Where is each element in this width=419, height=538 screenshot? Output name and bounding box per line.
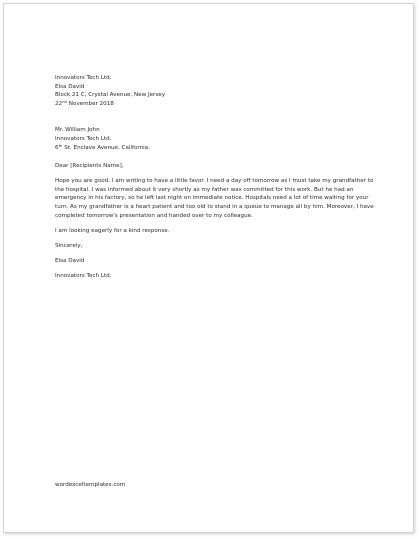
letter-content bbox=[55, 74, 375, 281]
date-suffix: nd bbox=[62, 98, 67, 104]
date-day: 22 bbox=[55, 100, 63, 107]
sender-company: Innovators Tech Ltd. bbox=[55, 75, 112, 81]
letter-date bbox=[55, 100, 375, 109]
footer-website: wordexceltemplates.com bbox=[55, 482, 126, 488]
address-rest: St. Enclave Avenue, California. bbox=[62, 144, 150, 151]
recipient-name: Mr. William John bbox=[55, 127, 100, 134]
letter-body: Hope you are good. I am writing to have a little favor. I need a day off tomorrow as I must take my grandfather to the hospital. I was informed about it very shortly as my father was committed for this work. But he had an emergency in his factory, so he left last night on immediate notice. Hospitals need a lot of time waiting for your turn. As my grandfather is a heart patient and too old to stand in a queue to manage all by him. Moreover, I have completed tomorrow's presentation and handed over to my colleague. bbox=[55, 178, 374, 219]
salutation: Dear [Recipients Name], bbox=[55, 163, 124, 170]
signer-name: Elsa David bbox=[55, 257, 85, 264]
recipient-address bbox=[55, 144, 375, 153]
sender-address: Block 21 C, Crystal Avenue, New Jersey bbox=[55, 92, 166, 99]
closing-line: I am looking eagerly for a kind response. bbox=[55, 227, 170, 234]
recipient-company: Innovators Tech Ltd. bbox=[55, 135, 112, 142]
address-number: 6 bbox=[55, 144, 59, 151]
document-page bbox=[3, 3, 414, 533]
address-suffix: th bbox=[58, 142, 63, 148]
signer-company: Innovators Tech Ltd. bbox=[55, 273, 112, 279]
date-rest: November 2018 bbox=[66, 100, 114, 107]
sender-name: Elsa David bbox=[55, 83, 85, 90]
sign-off: Sincerely, bbox=[55, 242, 83, 249]
